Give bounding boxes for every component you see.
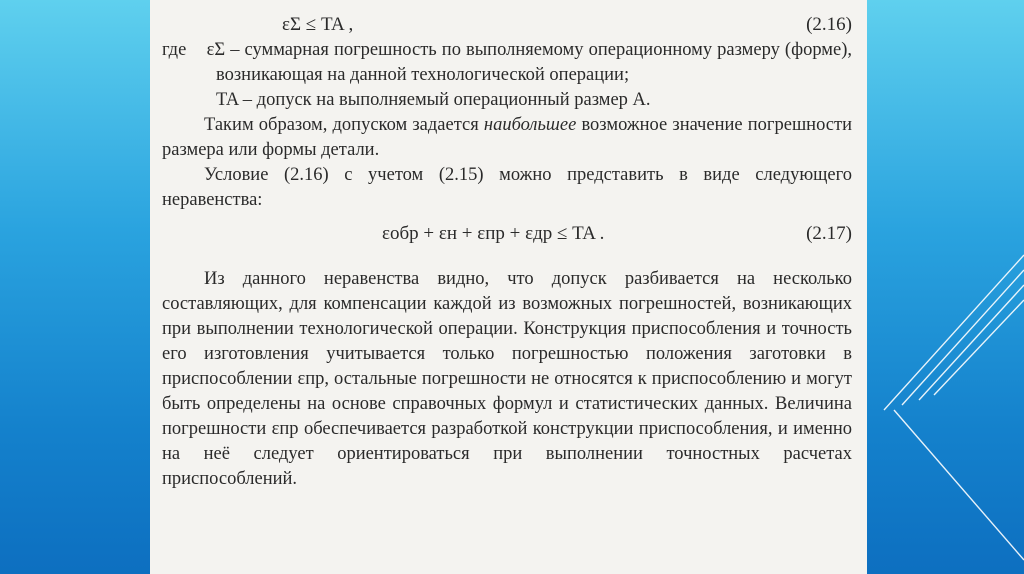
equation-2-17: [162, 217, 852, 247]
ta-definition: TA – допуск на выполняемый операционный размер A.: [216, 90, 651, 110]
para1-text-after: возможное значение погрешности размера или формы детали.: [162, 115, 852, 160]
paragraph-condition: Условие (2.16) с учетом (2.15) можно представить в виде следующего неравенства:: [162, 165, 852, 210]
where-label: где: [162, 40, 187, 60]
paragraph-inequality: Из данного неравенства видно, что допуск разбивается на несколько составляющих, для компенсации каждой из возможных погрешностей, возникающих при выполнении технологической операции. Конструкция приспособления и точность его изготовления учитывается только погрешностью положения заготовки в приспособлении εпр, остальные погрешности не относятся к приспособлению и могут быть определены на основе справочных формул и статистических данных. Величина погрешности εпр обеспечивается разработкой конструкции приспособления, и именно на неё следует ориентироваться при выполнении точностных расчетах приспособлений.: [162, 269, 852, 489]
equation-2-16-expression: εΣ ≤ TA ,: [282, 14, 354, 35]
equation-2-17-number: (2.17): [806, 223, 852, 244]
para1-text-before: Таким образом, допуском задается: [204, 115, 484, 135]
document-page: [150, 0, 867, 574]
definition-eps: [162, 38, 852, 88]
equation-2-17-expression: εобр + εн + εпр + εдр ≤ TA .: [382, 223, 605, 244]
equation-2-16: [162, 8, 852, 38]
equation-2-16-number: (2.16): [806, 14, 852, 35]
eps-definition: εΣ – суммарная погрешность по выполняемому операционному размеру (форме), возникающая на данной технологической операции;: [206, 40, 853, 85]
paragraph-tolerance: [162, 113, 852, 163]
definition-ta: [162, 88, 852, 113]
scanned-text: [162, 0, 852, 492]
para1-emphasis: наибольшее: [483, 115, 577, 135]
decorative-lines: [864, 0, 1024, 574]
